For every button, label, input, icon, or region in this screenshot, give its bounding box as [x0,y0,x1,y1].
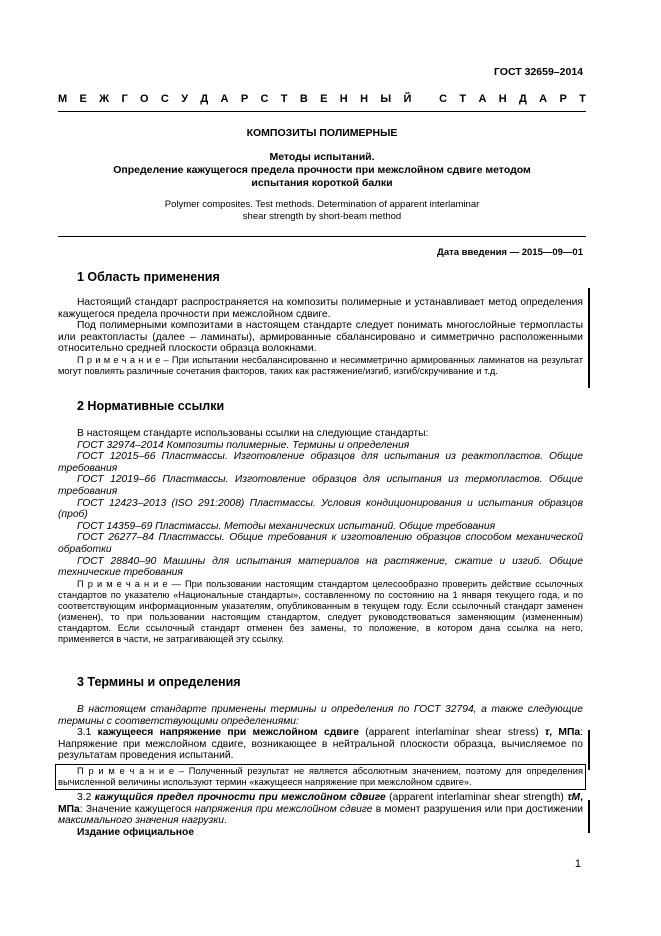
section-3-body [58,704,583,838]
change-bar [588,800,590,833]
banner-letter: Ы [380,93,392,105]
reference-item: ГОСТ 12015–66 Пластмассы. Изготовление образцов для испытания из реактопластов. Общие требования [58,451,583,474]
title-rule [58,236,586,237]
official-edition: Издание официальное [77,826,195,838]
note: П р и м е ч а н и е — При пользовании настоящим стандартом целесообразно проверить действие ссылочных стандартов по указателю «Национальные стандарты», составленному по состоянию на 1 января текущего года, и по соответствующим информационным указателям, опубликованным в текущем году. Если ссылочный стандарт заменен (изменен), то при пользовании настоящим стандартом, следует руководствоваться заменяющим (измененным) стандартом. Если ссылочный стандарт отменен без замены, то положение, в котором дана ссылка на него, применяется в части, не затрагивающей эту ссылку. [58,578,583,644]
reference-item: ГОСТ 28840–90 Машины для испытания материалов на растяжение, сжатие и изгиб. Общие технические требования [58,555,583,579]
banner-letter: Р [559,93,567,105]
banner-letter: Т [459,93,467,105]
banner-letter: А [220,93,229,105]
banner-letter: А [539,93,548,105]
reference-item: ГОСТ 14359–69 Пластмассы. Методы механических испытаний. Общие требования [77,520,496,532]
section-1-body [58,297,583,377]
document-number: ГОСТ 32659–2014 [493,66,583,78]
reference-item: ГОСТ 26277–84 Пластмассы. Общие требования к изготовлению образцов способом механической обработки [58,532,583,555]
banner-letter: С [439,93,448,105]
paragraph: Под полимерными композитами в настоящем стандарте следует понимать многослойные термопласты или реактопласты (далее – ламинаты), армированные сбалансировано и симметрично расположенными относительно средней плоскости образца волокнами. [58,320,583,355]
banner-letter: Д [519,93,527,105]
banner-letter: Т [280,93,288,105]
banner-letter: Н [339,93,348,105]
banner-letter [424,93,427,105]
banner-letter: У [181,93,189,105]
banner-letter: Е [79,93,87,105]
paragraph: В настоящем стандарте применены термины и определения по ГОСТ 32794, а также следующие термины с соответствующими определениями: [58,704,583,727]
note: П р и м е ч а н и е – Полученный результат не является абсолютным значением, поэтому для определения вычисленной величины используют термин «кажущееся напряжение при межслойном сдвиге». [58,765,583,787]
term-3-2: 3.2 кажущийся предел прочности при межслойном сдвиге (apparent interlaminar shear strength) τM, МПа: Значение кажущегося напряжения при межслойном сдвиге в момент разрушения или при достижении максимального значения нагрузки. [58,791,583,827]
banner-letter: Ж [99,93,110,105]
section-2-heading: 2 Нормативные ссылки [77,399,225,413]
banner-letter: Д [200,93,209,105]
reference-item: ГОСТ 32974–2014 Композиты полимерные. Термины и определения [77,439,410,451]
reference-item: ГОСТ 12019–66 Пластмассы. Изготовление образцов для испытания из термопластов. Общие требования [58,474,583,497]
reference-item: ГОСТ 12423–2013 (ISO 291:2008) Пластмассы. Условия кондиционирования и испытания образцов (проб) [58,497,583,521]
banner-letter: С [260,93,269,105]
banner-letter: О [140,93,149,105]
banner-letter: М [58,93,68,105]
title-subtitle: Методы испытаний. Определение кажущегося предела прочности при межслойном сдвиге методом испытания короткой балки [113,151,531,189]
introduction-date: Дата введения — 2015—09—01 [437,247,583,258]
change-bar [588,730,590,770]
title-english: Polymer composites. Test methods. Determination of apparent interlaminar shear strength by short-beam method [164,199,480,222]
section-1-heading: 1 Область применения [77,270,220,284]
banner-letter: Р [240,93,249,105]
header-rule [58,111,586,112]
banner-letter: Н [360,93,369,105]
title-main: КОМПОЗИТЫ ПОЛИМЕРНЫЕ [246,127,398,139]
boxed-note [55,764,586,790]
banner-letter: Г [121,93,128,105]
section-2-body [58,428,583,645]
paragraph: В настоящем стандарте использованы ссылки на следующие стандарты: [77,428,429,439]
banner-letter: Т [579,93,586,105]
page-number: 1 [574,858,581,870]
banner-letter: Й [403,93,412,105]
banner-letter: Н [498,93,507,105]
interstate-standard-banner [58,93,586,105]
paragraph: Настоящий стандарт распространяется на композиты полимерные и устанавливает метод определения кажущегося предела прочности при межслойном сдвиге. [58,297,583,320]
change-bar [588,288,590,388]
section-3-heading: 3 Термины и определения [77,675,241,689]
banner-letter: Е [320,93,328,105]
term-3-1: 3.1 кажущееся напряжение при межслойном сдвиге (apparent interlaminar shear stress) τ, МПа: Напряжение при межслойном сдвиге, возникающее в нейтральной плоскости образца, вычисляемое по результатам проведения испытаний. [58,727,584,762]
note: П р и м е ч а н и е – При испытании несбалансированно и несимметрично армированных ламинатов на результат могут повлиять различные сочетания факторов, таких как растяжение/изгиб, изгиб/скручивание и т.д. [58,354,583,376]
banner-letter: В [299,93,308,105]
banner-letter: А [478,93,487,105]
banner-letter: С [160,93,169,105]
